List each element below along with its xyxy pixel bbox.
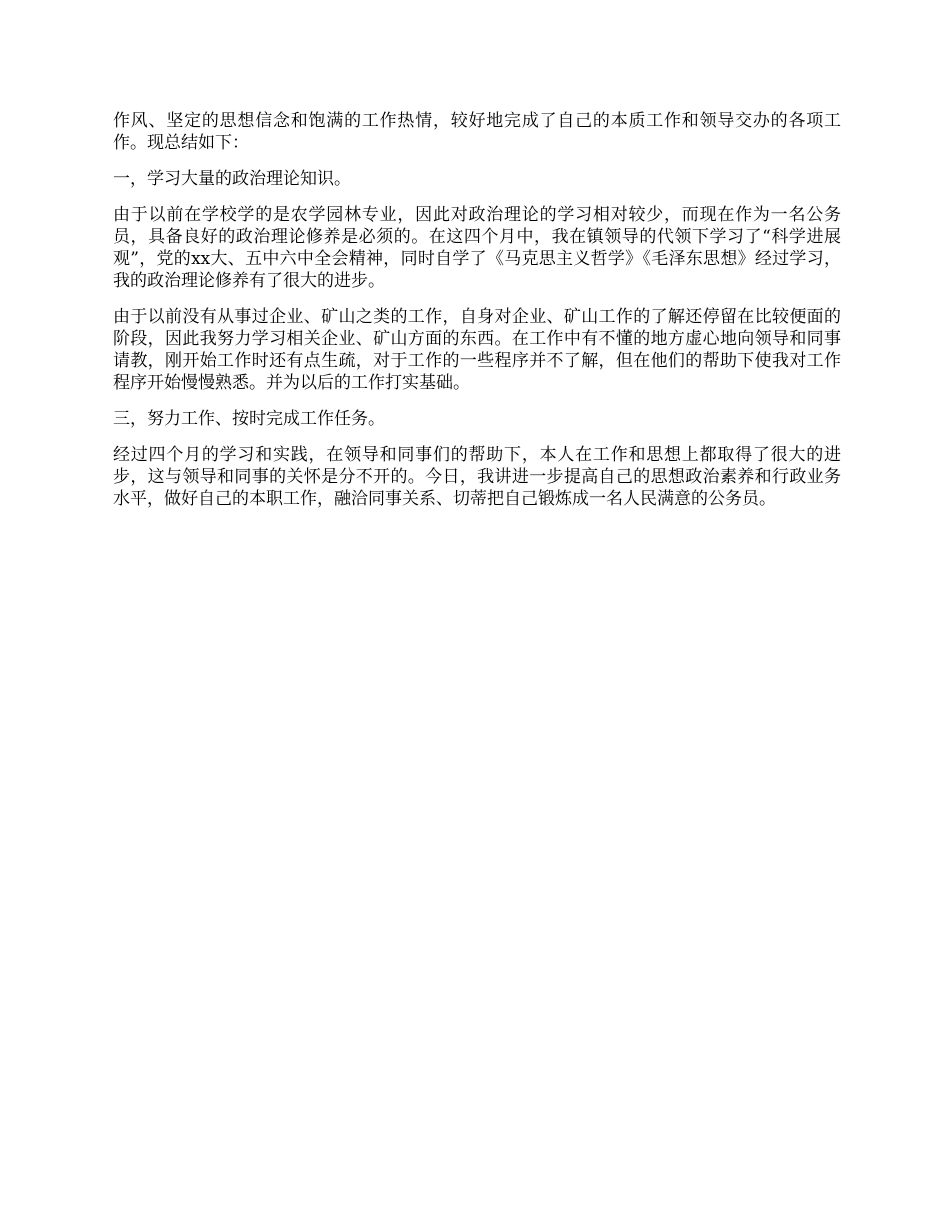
intro-paragraph: 作风、坚定的思想信念和饱满的工作热情，较好地完成了自己的本质工作和领导交办的各项工作。现总结如下： xyxy=(113,111,841,153)
section-heading-three: 三，努力工作、按时完成工作任务。 xyxy=(113,409,385,429)
body-paragraph-theory: 由于以前在学校学的是农学园林专业，因此对政治理论的学习相对较少，而现在作为一名公务员，具备良好的政治理论修养是必须的。在这四个月中，我在镇领导的代领下学习了“科学进展观”，党的xx大、五中六中全会精神，同时自学了《马克思主义哲学》《毛泽东思想》经过学习，我的政治理论修养有了很大的进步。 xyxy=(113,205,841,291)
document-body xyxy=(113,110,841,524)
body-paragraph-work-learning: 由于以前没有从事过企业、矿山之类的工作，自身对企业、矿山工作的了解还停留在比较便面的阶段，因此我努力学习相关企业、矿山方面的东西。在工作中有不懂的地方虚心地向领导和同事请教，刚开始工作时还有点生疏，对于工作的一些程序并不了解，但在他们的帮助下使我对工作程序开始慢慢熟悉。并为以后的工作打实基础。 xyxy=(113,307,841,393)
conclusion-paragraph: 经过四个月的学习和实践，在领导和同事们的帮助下，本人在工作和思想上都取得了很大的进步，这与领导和同事的关怀是分不开的。今日，我讲进一步提高自己的思想政治素养和行政业务水平，做好自己的本职工作，融洽同事关系、切蒂把自己锻炼成一名人民满意的公务员。 xyxy=(113,445,841,509)
section-heading-one: 一，学习大量的政治理论知识。 xyxy=(113,169,351,189)
